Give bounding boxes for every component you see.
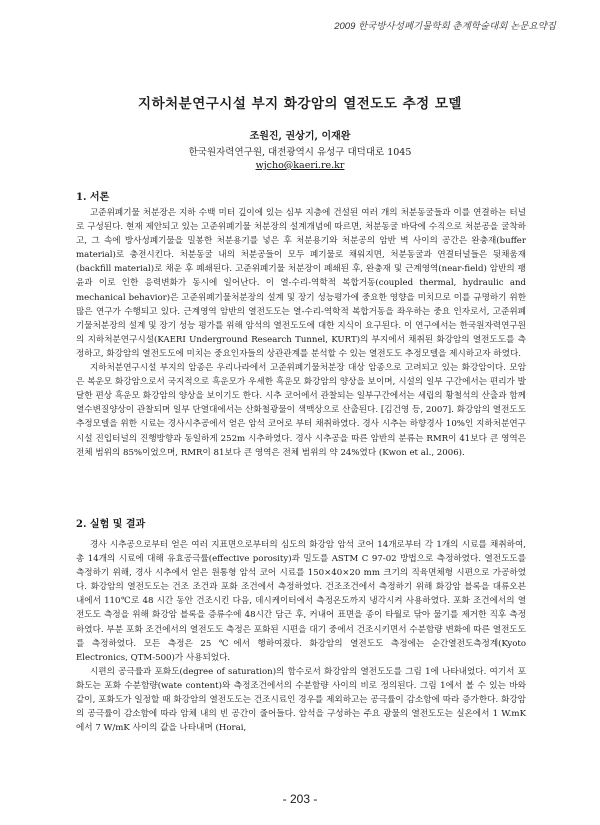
paper-title: 지하처분연구시설 부지 화강암의 열전도도 추정 모델 xyxy=(138,96,462,112)
paper-authors: 조원진, 권상기, 이재완 xyxy=(249,131,351,142)
paper-affiliation: 한국원자력연구원, 대전광역시 유성구 대덕대로 1045 xyxy=(188,147,412,158)
page-number: - 203 - xyxy=(282,792,318,806)
section-heading-methods: 2. 실험 및 결과 xyxy=(76,519,146,530)
section-body-methods xyxy=(76,538,526,735)
section-body-intro xyxy=(76,206,526,460)
conference-header: 2009 한국방사성폐기물학회 춘계학술대회 논문요약집 xyxy=(334,21,556,32)
paragraph: 지하처분연구시설 부지의 암종은 우리나라에서 고준위폐기물처분장 대상 암종으로 고려되고 있는 화강암이다. 모암은 복운모 화강암으로서 국지적으로 흑운모가 우세한 흑운모 화강암의 양상을 보이며, 시설의 일부 구간에서는 편리가 발달한 편상 흑운모 화강암의 양상을 보이기도 한다. 시추 코어에서 관찰되는 일부구간에서는 세립의 황철석의 산출과 함께 열수변질양상이 관찰되며 일부 단열대에서는 산화철광물이 색맥상으로 산출된다. [김건영 등, 2007]. 화강암의 열전도도 추정모델을 위한 시료는 경사시추공에서 얻은 암석 코어로 부터 채취하였다. 경사 시추는 하향경사 10%인 지하처분연구시설 진입터널의 진행방향과 동일하게 252m 시추하였다. 경사 시추공을 따른 암반의 분류는 RMR이 41보다 큰 영역은 전체 범위의 85%이었으며, RMR이 81보다 큰 영역은 전체 범위의 약 24%였다 (Kwon et al., 2006). xyxy=(76,363,526,458)
paragraph: 시편의 공극률과 포화도(degree of saturation)의 함수로서 화강암의 열전도도를 그림 1에 나타내었다. 여기서 포화도는 포화 수분함량(wate content)와 측정조건에서의 수분함량 사이의 비로 정의된다. 그림 1에서 볼 수 있는 바와 같이, 포화도가 일정할 때 화강암의 열전도도는 건조시료인 경우를 제외하고는 공극률이 감소함에 따라 증가한다. 화강암의 공극률이 감소함에 따라 암체 내의 빈 공간이 줄어들다. 암석을 구성하는 주요 광물의 열전도도는 실온에서 1 W.mK에서 7 W/mK 사이의 값을 나타내며 (Horai, xyxy=(76,666,526,734)
paragraph: 경사 시추공으로부터 얻은 여러 지표면으로부터의 심도의 화강암 암석 코어 14개로부터 각 1개의 시료를 채취하여, 총 14개의 시료에 대해 유효공극률(effective porosity)과 밀도를 ASTM C 97-02 방법으로 측정하였다. 열전도도를 측정하기 위해, 경사 시추에서 얻은 원통형 암석 코어 시료를 150×40×20 mm 크기의 직육면체형 시편으로 가공하였다. 화강암의 열전도도는 건조 조건과 포화 조건에서 측정하였다. 건조조건에서 측정하기 위해 화강암 블록을 대류오븐 내에서 110℃로 48 시간 동안 건조시킨 다음, 데시케이터에서 측정온도까지 냉각시켜 사용하였다. 포화 조건에서의 열전도도 측정을 위해 화강암 블록을 증류수에 48시간 담근 후, 커내어 표면을 종이 타월로 닦아 물기를 제거한 직후 측정하였다. 부분 포화 조건에서의 열전도도 측정은 포화된 시편을 대기 중에서 건조시키면서 수분함량 변화에 따른 열전도도를 측정하였다. 모든 측정은 25 ℃에서 행하여졌다. 화강암의 열전도도 측정에는 순간열전도측정계(Kyoto Electronics, QTM-500)가 사용되었다. xyxy=(76,540,526,663)
paper-email[interactable]: wjcho@kaeri.re.kr xyxy=(255,160,345,171)
paragraph: 고준위폐기물 처분장은 지하 수백 미터 깊이에 있는 심부 지층에 건설된 여러 개의 처분동굴들과 이를 연결하는 터널로 구성된다. 현재 제안되고 있는 고준위폐기물 처분장의 설계개념에 따르면, 처분동굴 바닥에 수직으로 처분공을 굴착하고, 그 속에 방사성폐기물을 밀봉한 처분용기를 넣은 후 처분용기와 처분공의 암반 벽 사이의 공간은 완충재(buffer material)로 충전시킨다. 처분동굴 내의 처분공들이 모두 폐기물로 채워지면, 처분동굴과 연결터널들은 뒷채움재(backfill material)로 채운 후 폐쇄된다. 고준위폐기물 처분장이 폐쇄된 후, 완충재 및 근계영역(near-field) 암반의 팽윤과 이로 인한 응력변화가 동시에 일어난다. 이 열-수리-역학적 복합거동(coupled thermal, hydraulic and mechanical behavior)은 고준위폐기물처분장의 설계 및 장기 성능평가에 중요한 영향을 미치므로 이를 규명하기 위한 많은 연구가 수행되고 있다. 근계영역 암반의 열전도도는 열-수리-역학적 복합거동을 좌우하는 중요 인자로서, 고준위폐기물처분장의 설계 및 장기 성능 평가를 위해 암석의 열전도도에 대한 지식이 요구된다. 이 연구에서는 한국원자력연구원의 지하처분연구시설(KAERI Underground Research Tunnel, KURT)의 부지에서 채취된 화강암의 열전도도를 측정하고, 화강암의 열전도도에 미치는 중요인자들의 상관관계를 분석할 수 있는 열전도도 추정모델을 제시하고자 하였다. xyxy=(76,208,526,359)
section-heading-intro: 1. 서론 xyxy=(76,192,110,203)
